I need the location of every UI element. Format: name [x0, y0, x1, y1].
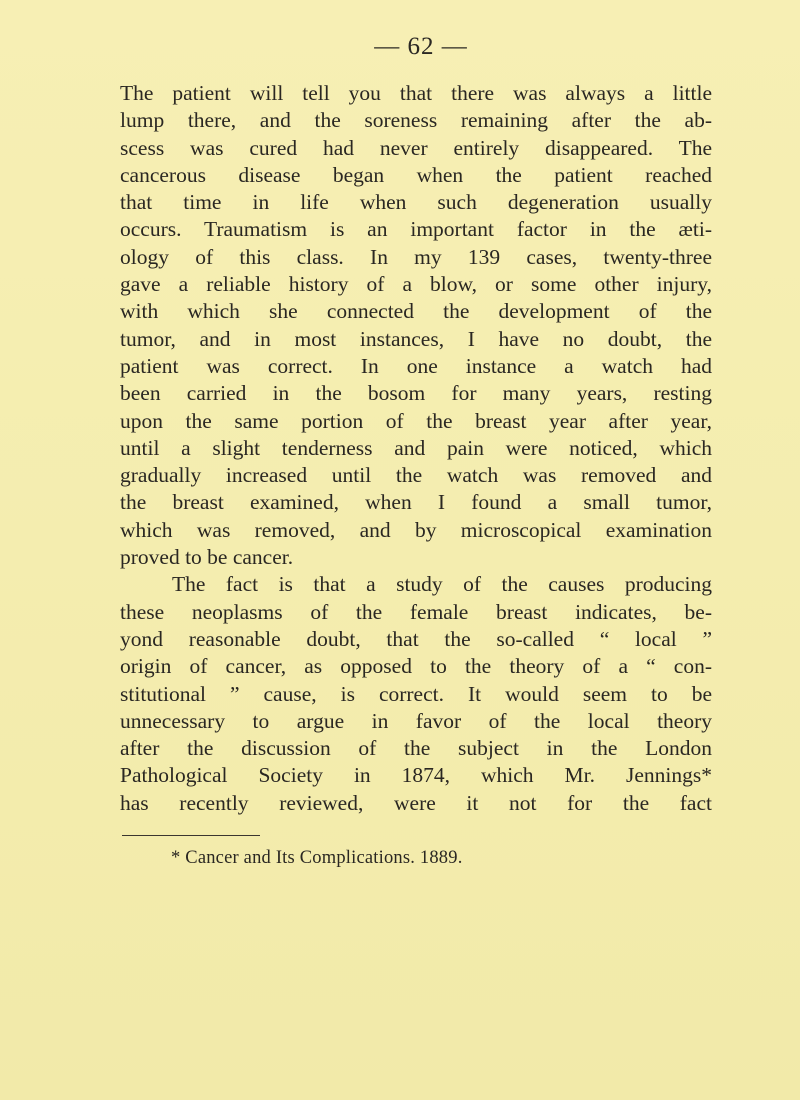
text-line: tumor, and in most instances, I have no doubt, the — [120, 326, 712, 351]
text-line: The fact is that a study of the causes producing — [172, 572, 712, 597]
text-line: that time in life when such degeneration usually — [120, 190, 712, 215]
text-line: occurs. Traumatism is an important factor in the æti- — [120, 217, 712, 242]
paragraph-2 — [120, 571, 712, 817]
text-line: ology of this class. In my 139 cases, twenty-three — [120, 244, 712, 269]
footnote: * Cancer and Its Complications. 1889. — [171, 848, 463, 869]
text-line: until a slight tenderness and pain were noticed, which — [120, 435, 712, 460]
page-number: — 62 — — [374, 33, 468, 60]
text-line: these neoplasms of the female breast indicates, be- — [120, 599, 712, 624]
text-line: The patient will tell you that there was always a little — [120, 81, 712, 105]
text-line: after the discussion of the subject in the London — [120, 736, 712, 761]
text-line: patient was correct. In one instance a watch had — [120, 353, 712, 378]
text-line: cancerous disease began when the patient reached — [120, 162, 712, 187]
text-line: origin of cancer, as opposed to the theory of a “ con- — [120, 654, 712, 679]
text-line: unnecessary to argue in favor of the local theory — [120, 708, 712, 733]
text-line: has recently reviewed, were it not for the fact — [120, 790, 712, 815]
text-line: scess was cured had never entirely disappeared. The — [120, 135, 712, 160]
text-line: lump there, and the soreness remaining after the ab- — [120, 108, 712, 133]
text-line: yond reasonable doubt, that the so-called “ local ” — [120, 626, 712, 651]
text-line: Pathological Society in 1874, which Mr. Jennings* — [120, 763, 712, 788]
book-page — [120, 32, 712, 870]
paragraph-1 — [120, 80, 712, 571]
text-line: been carried in the bosom for many years, resting — [120, 381, 712, 406]
text-line: which was removed, and by microscopical examination — [120, 517, 712, 542]
text-line: upon the same portion of the breast year after year, — [120, 408, 712, 433]
footnote-divider — [122, 835, 260, 836]
text-line: gradually increased until the watch was removed and — [120, 463, 712, 488]
text-line: the breast examined, when I found a small tumor, — [120, 490, 712, 515]
text-line: gave a reliable history of a blow, or some other injury, — [120, 272, 712, 297]
text-line: with which she connected the development of the — [120, 299, 712, 324]
text-line: stitutional ” cause, is correct. It would seem to be — [120, 681, 712, 706]
text-line: proved to be cancer. — [120, 545, 294, 570]
